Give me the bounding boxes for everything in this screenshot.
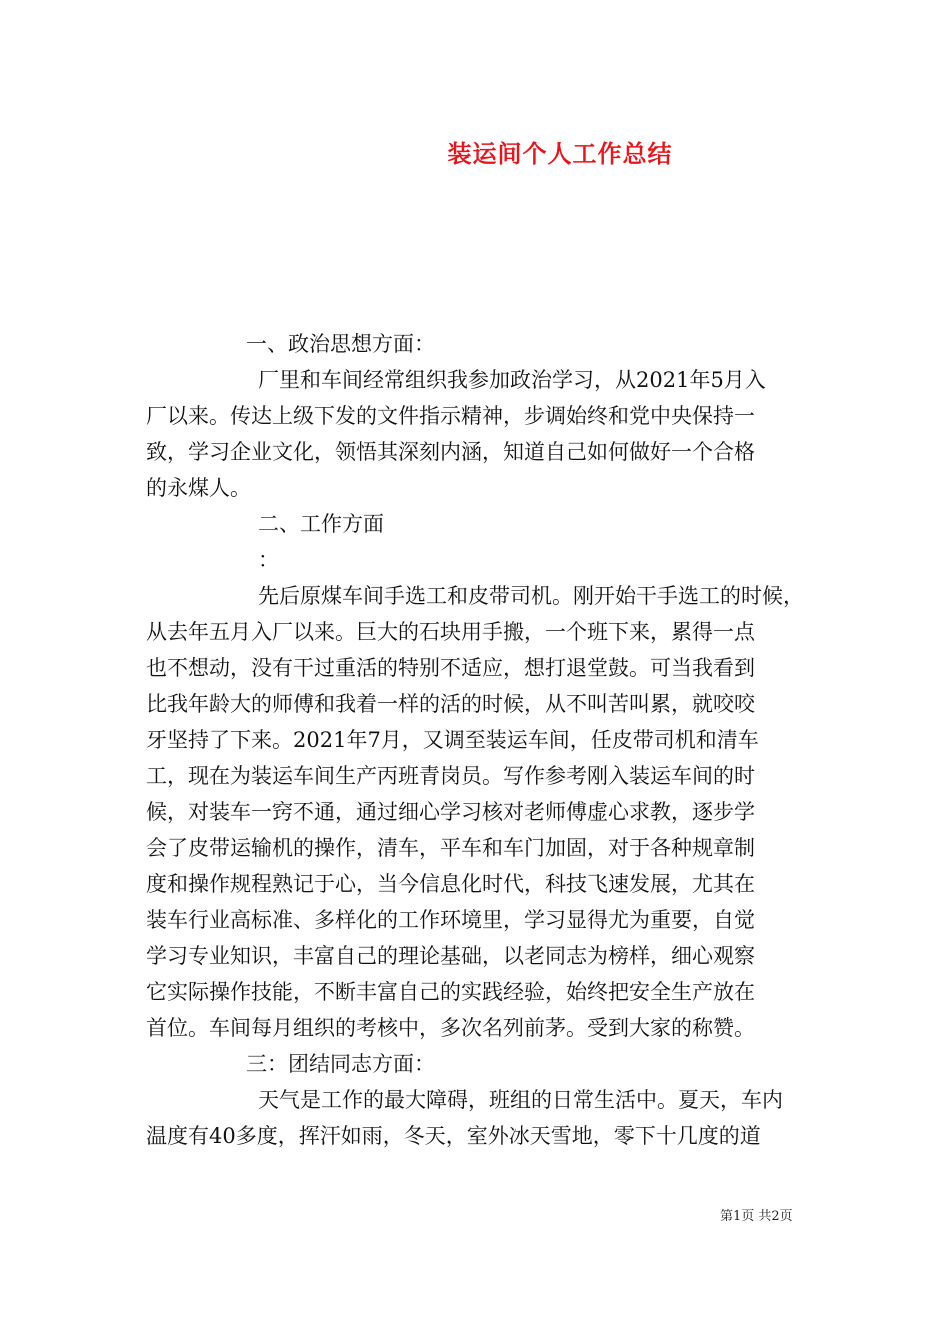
section-heading-unity: 三：团结同志方面： [246, 1052, 435, 1076]
paragraph-line: 温度有40多度，挥汗如雨，冬天，室外冰天雪地，零下十几度的道 [146, 1124, 761, 1148]
paragraph-line: 学习专业知识，丰富自己的理论基础，以老同志为榜样，细心观察 [146, 944, 755, 968]
paragraph-line: 候，对装车一窍不通，通过细心学习核对老师傅虚心求教，逐步学 [146, 800, 755, 824]
paragraph-line: 度和操作规程熟记于心，当今信息化时代，科技飞速发展，尤其在 [146, 872, 755, 896]
paragraph-line: 致，学习企业文化，领悟其深刻内涵，知道自己如何做好一个合格 [146, 440, 755, 464]
section-heading-politics: 一、政治思想方面： [246, 332, 435, 356]
paragraph-line: 先后原煤车间手选工和皮带司机。刚开始干手选工的时候， [258, 584, 804, 608]
section-heading-colon: ： [258, 548, 279, 572]
paragraph-line: 首位。车间每月组织的考核中，多次名列前茅。受到大家的称赞。 [146, 1016, 755, 1040]
paragraph-line: 厂里和车间经常组织我参加政治学习，从2021年5月入 [258, 368, 766, 392]
paragraph-line: 从去年五月入厂以来。巨大的石块用手搬，一个班下来，累得一点 [146, 620, 755, 644]
section-heading-work: 二、工作方面 [258, 512, 384, 536]
paragraph-line: 牙坚持了下来。2021年7月，又调至装运车间，任皮带司机和清车 [146, 728, 759, 752]
document-title: 装运间个人工作总结 [447, 139, 673, 168]
paragraph-line: 比我年龄大的师傅和我着一样的活的时候，从不叫苦叫累，就咬咬 [146, 692, 755, 716]
document-body [146, 326, 806, 1154]
paragraph-line: 工，现在为装运车间生产丙班青岗员。写作参考刚入装运车间的时 [146, 764, 755, 788]
paragraph-line: 的永煤人。 [146, 476, 251, 500]
paragraph-line: 也不想动，没有干过重活的特别不适应，想打退堂鼓。可当我看到 [146, 656, 755, 680]
page-footer: 第1页 共2页 [720, 1209, 793, 1224]
paragraph-line: 会了皮带运输机的操作，清车，平车和车门加固，对于各种规章制 [146, 836, 755, 860]
paragraph-line: 厂以来。传达上级下发的文件指示精神，步调始终和党中央保持一 [146, 404, 755, 428]
paragraph-line: 天气是工作的最大障碍，班组的日常生活中。夏天，车内 [258, 1088, 783, 1112]
paragraph-line: 它实际操作技能，不断丰富自己的实践经验，始终把安全生产放在 [146, 980, 755, 1004]
paragraph-line: 装车行业高标准、多样化的工作环境里，学习显得尤为重要，自觉 [146, 908, 755, 932]
